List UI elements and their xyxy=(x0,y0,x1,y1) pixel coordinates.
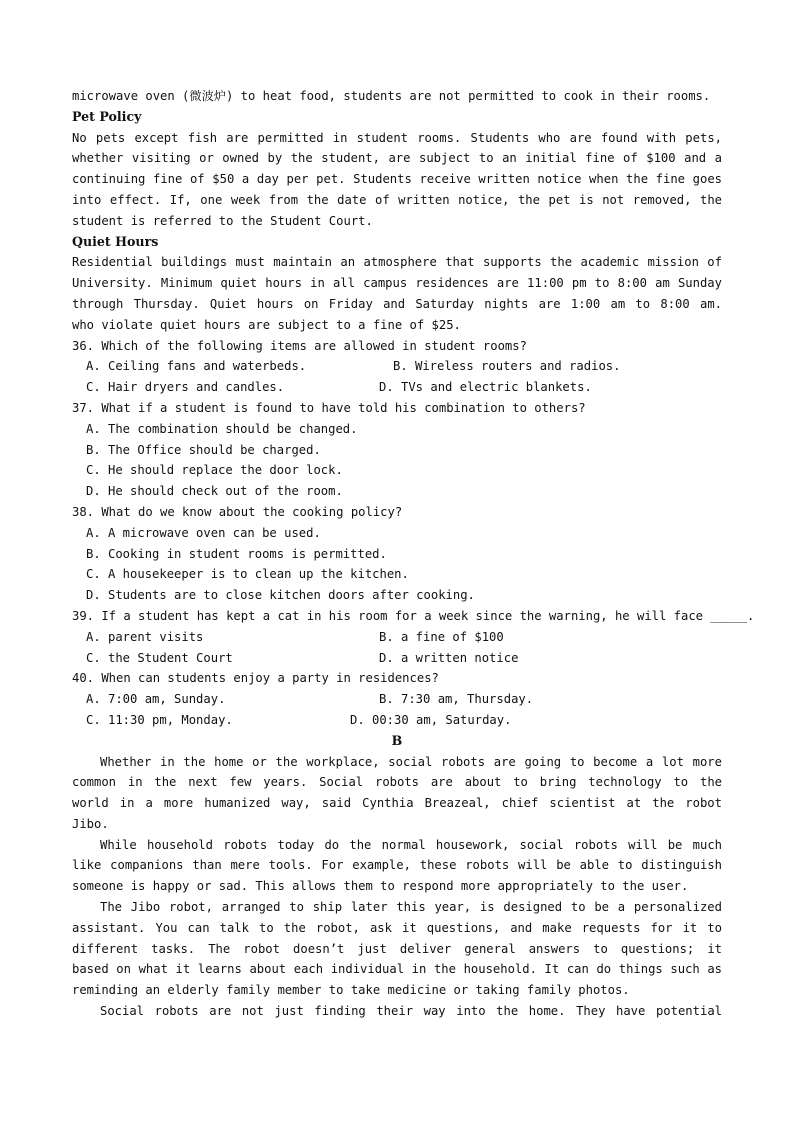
section-b-heading: B xyxy=(391,732,403,748)
option-d: D. a written notice xyxy=(379,650,519,665)
text-line: through Thursday. Quiet hours on Friday and Saturday nights are 1:00 am to 8:00 am. xyxy=(72,296,722,311)
question-36-options-row2 xyxy=(72,377,722,398)
text-line: continuing fine of $50 a day per pet. Students receive written notice when the fine goes xyxy=(72,172,722,187)
text-line: No pets except fish are permitted in student rooms. Students who are found with pets, xyxy=(72,130,722,145)
question-37-stem: 37. What if a student is found to have told his combination to others? xyxy=(72,400,586,415)
text-line: someone is happy or sad. This allows them to respond more appropriately to the user. xyxy=(72,879,689,894)
question-36-options-row1 xyxy=(72,356,722,377)
question-39-options-row2 xyxy=(72,648,722,669)
option-d: D. 00:30 am, Saturday. xyxy=(350,712,512,727)
option-b: B. The Office should be charged. xyxy=(86,442,321,457)
question-39-options-row1 xyxy=(72,627,722,648)
option-c: C. He should replace the door lock. xyxy=(86,463,343,478)
text-line: The Jibo robot, arranged to ship later this year, is designed to be a personalized xyxy=(100,900,722,915)
option-a: A. Ceiling fans and waterbeds. xyxy=(86,359,307,374)
heading-quiet-hours: Quiet Hours xyxy=(72,233,159,249)
text-line: University. Minimum quiet hours in all campus residences are 11:00 pm to 8:00 am Sunday xyxy=(72,276,722,291)
option-d: D. Students are to close kitchen doors after cooking. xyxy=(86,588,475,603)
question-40-stem: 40. When can students enjoy a party in residences? xyxy=(72,671,439,686)
question-39-stem: 39. If a student has kept a cat in his room for a week since the warning, he will face _____. xyxy=(72,608,755,623)
question-36-stem: 36. Which of the following items are allowed in student rooms? xyxy=(72,338,527,353)
option-c: C. 11:30 pm, Monday. xyxy=(86,712,233,727)
option-b: B. Wireless routers and radios. xyxy=(393,359,621,374)
option-c: C. the Student Court xyxy=(86,650,233,665)
text-line: Whether in the home or the workplace, social robots are going to become a lot more xyxy=(100,754,722,769)
option-c: C. Hair dryers and candles. xyxy=(86,380,285,395)
question-38-stem: 38. What do we know about the cooking policy? xyxy=(72,504,403,519)
text-line: microwave oven (微波炉) to heat food, students are not permitted to cook in their rooms. xyxy=(72,89,711,103)
text-line: While household robots today do the normal housework, social robots will be much xyxy=(100,837,722,852)
text-line: like companions than mere tools. For example, these robots will be able to distinguish xyxy=(72,858,722,873)
text-line: Social robots are not just finding their way into the home. They have potential xyxy=(100,1004,722,1019)
text-line: student is referred to the Student Court. xyxy=(72,213,373,228)
option-d: D. He should check out of the room. xyxy=(86,484,343,499)
text-line: world in a more humanized way, said Cynthia Breazeal, chief scientist at the robot xyxy=(72,796,722,811)
text-line: who violate quiet hours are subject to a fine of $25. xyxy=(72,317,461,332)
text-line: assistant. You can talk to the robot, ask it questions, and make requests for it to xyxy=(72,920,722,935)
option-b: B. 7:30 am, Thursday. xyxy=(379,692,534,707)
text-line: whether visiting or owned by the student, are subject to an initial fine of $100 and a xyxy=(72,151,722,166)
option-b: B. Cooking in student rooms is permitted. xyxy=(86,546,387,561)
text-line: common in the next few years. Social robots are about to bring technology to the xyxy=(72,775,722,790)
option-c: C. A housekeeper is to clean up the kitchen. xyxy=(86,567,409,582)
text-line: reminding an elderly family member to take medicine or taking family photos. xyxy=(72,983,630,998)
option-a: A. 7:00 am, Sunday. xyxy=(86,692,226,707)
question-40-options-row2 xyxy=(72,710,722,731)
text-line: Jibo. xyxy=(72,816,109,831)
heading-pet-policy: Pet Policy xyxy=(72,108,142,124)
option-b: B. a fine of $100 xyxy=(379,629,504,644)
text-line: different tasks. The robot doesn’t just deliver general answers to questions; it xyxy=(72,941,722,956)
option-a: A. The combination should be changed. xyxy=(86,421,358,436)
question-40-options-row1 xyxy=(72,689,722,710)
option-a: A. A microwave oven can be used. xyxy=(86,525,321,540)
text-line: based on what it learns about each individual in the household. It can do things such as xyxy=(72,962,722,977)
text-line: into effect. If, one week from the date of written notice, the pet is not removed, the xyxy=(72,192,722,207)
option-a: A. parent visits xyxy=(86,629,204,644)
text-line: Residential buildings must maintain an atmosphere that supports the academic mission of xyxy=(72,255,722,270)
option-d: D. TVs and electric blankets. xyxy=(379,380,592,395)
document-page xyxy=(72,86,755,1022)
